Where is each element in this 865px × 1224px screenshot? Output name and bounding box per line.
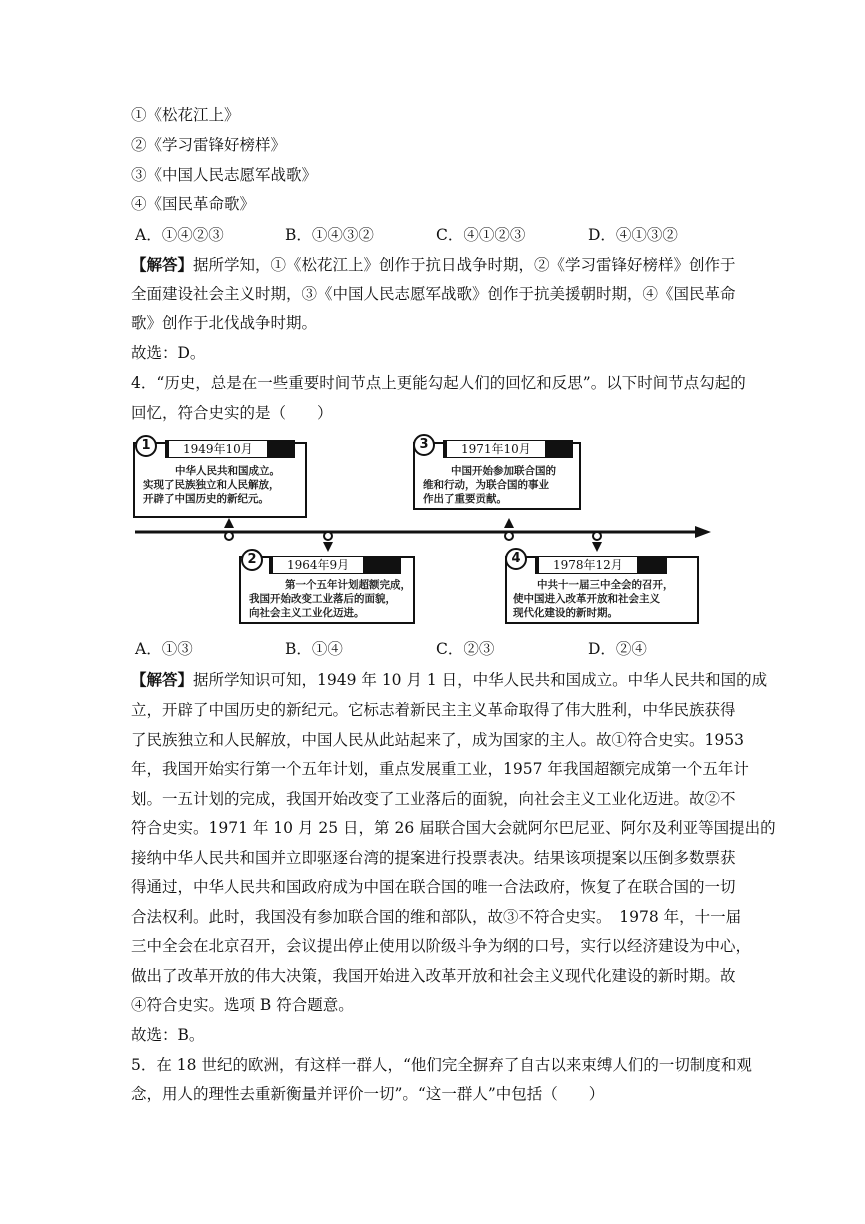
event-1-text-1: 中华人民共和国成立。 xyxy=(175,465,280,477)
event-3-text-2: 维和行动，为联合国的事业 xyxy=(423,479,549,491)
q4-answer-line-10: 三中全会在北京召开，会议提出停止使用以阶级斗争为纲的口号，实行以经济建设为中心， xyxy=(131,937,752,955)
q3-answer-line-1 xyxy=(131,255,736,275)
event-2-text-2: 我国开始改变工业落后的面貌， xyxy=(249,593,396,605)
q4-answer-line-2: 立，开辟了中国历史的新纪元。它标志着新民主主义革命取得了伟大胜利，中华民族获得 xyxy=(131,701,736,719)
q4-answer-line-5: 划。一五计划的完成，我国开始改变了工业落后的面貌，向社会主义工业化迈进。故②不 xyxy=(131,790,736,808)
event-2-date-bar xyxy=(269,556,401,574)
event-2-text-1: 第一个五年计划超额完成， xyxy=(285,579,411,591)
event-3-text-3: 作出了重要贡献。 xyxy=(423,493,507,505)
event-1-number: 1 xyxy=(135,435,157,457)
q3-answer-line-3: 歌》创作于北伐战争时期。 xyxy=(131,314,318,332)
event-2-number: 2 xyxy=(241,549,263,571)
q4-answer-line-6: 符合史实。1971 年 10 月 25 日，第 26 届联合国大会就阿尔巴尼亚、阿尔及利亚等国提出的 xyxy=(131,819,776,837)
event-4-text-1: 中共十一届三中全会的召开， xyxy=(537,579,674,591)
event-3-date: 1971年10月 xyxy=(447,441,545,457)
q4-answer-line-7: 接纳中华人民共和国并立即驱逐台湾的提案进行投票表决。结果该项提案以压倒多数票获 xyxy=(131,849,736,867)
q4-answer-line-8: 得通过，中华人民共和国政府成为中国在联合国的唯一合法政府，恢复了在联合国的一切 xyxy=(131,878,736,896)
item-1: ①《松花江上》 xyxy=(131,106,240,124)
q4-answer-line-12: ④符合史实。选项 B 符合题意。 xyxy=(131,996,354,1014)
q4-option-a: A．①③ xyxy=(135,640,193,658)
event-4-text-3: 现代化建设的新时期。 xyxy=(513,607,618,619)
q3-option-b: B．①④③② xyxy=(285,226,374,244)
answer-text: 据所学知识可知，1949 年 10 月 1 日，中华人民共和国成立。中华人民共和国的成 xyxy=(193,671,768,689)
q4-answer-line-4: 年，我国开始实行第一个五年计划，重点发展重工业，1957 年我国超额完成第一个五年计 xyxy=(131,760,749,778)
item-4: ④《国民革命歌》 xyxy=(131,195,256,213)
q4-choice: 故选：B。 xyxy=(131,1026,205,1044)
timeline-figure xyxy=(131,432,711,628)
event-3-number: 3 xyxy=(413,434,435,456)
event-3-date-bar xyxy=(443,440,573,458)
q4-option-d: D．②④ xyxy=(588,640,647,658)
event-3-text-1: 中国开始参加联合国的 xyxy=(451,465,556,477)
q3-option-d: D．④①③② xyxy=(588,226,678,244)
q4-answer-line-3: 了民族独立和人民解放，中国人民从此站起来了，成为国家的主人。故①符合史实。1953 xyxy=(131,731,744,749)
q4-answer-line-9: 合法权利。此时，我国没有参加联合国的维和部队，故③不符合史实。 1978 年，十一届 xyxy=(131,908,742,926)
q4-stem-line-1: 4．“历史，总是在一些重要时间节点上更能勾起人们的回忆和反思”。以下时间节点勾起的 xyxy=(131,374,746,392)
q4-answer-line-11: 做出了改革开放的伟大决策，我国开始进入改革开放和社会主义现代化建设的新时期。故 xyxy=(131,967,736,985)
q3-option-a: A．①④②③ xyxy=(135,226,224,244)
event-4-date-bar xyxy=(535,556,667,574)
answer-label: 【解答】 xyxy=(131,255,194,274)
event-1-date: 1949年10月 xyxy=(169,441,267,457)
answer-label: 【解答】 xyxy=(131,670,194,689)
q4-option-b: B．①④ xyxy=(285,640,343,658)
q4-option-c: C．②③ xyxy=(436,640,495,658)
q5-stem-line-1: 5．在 18 世纪的欧洲，有这样一群人，“他们完全摒弃了自古以来束缚人们的一切制度和观 xyxy=(131,1056,752,1074)
q4-stem-line-2: 回忆，符合史实的是（ ） xyxy=(131,404,333,422)
event-4-date: 1978年12月 xyxy=(539,557,637,573)
event-2-date: 1964年9月 xyxy=(273,557,363,573)
event-1-date-bar xyxy=(165,440,295,458)
item-2: ②《学习雷锋好榜样》 xyxy=(131,136,287,154)
q3-option-c: C．④①②③ xyxy=(436,226,526,244)
event-4-number: 4 xyxy=(505,548,527,570)
event-1-text-2: 实现了民族独立和人民解放， xyxy=(143,479,280,491)
q5-stem-line-2: 念，用人的理性去重新衡量并评价一切”。“这一群人”中包括（ ） xyxy=(131,1085,605,1103)
answer-text: 据所学知，①《松花江上》创作于抗日战争时期，②《学习雷锋好榜样》创作于 xyxy=(193,256,736,274)
q3-choice: 故选：D。 xyxy=(131,344,206,362)
item-3: ③《中国人民志愿军战歌》 xyxy=(131,166,318,184)
event-1-text-3: 开辟了中国历史的新纪元。 xyxy=(143,493,269,505)
event-4-text-2: 使中国进入改革开放和社会主义 xyxy=(513,593,660,605)
event-2-text-3: 向社会主义工业化迈进。 xyxy=(249,607,365,619)
q4-answer-line-1 xyxy=(131,670,767,690)
q3-answer-line-2: 全面建设社会主义时期，③《中国人民志愿军战歌》创作于抗美援朝时期，④《国民革命 xyxy=(131,285,736,303)
